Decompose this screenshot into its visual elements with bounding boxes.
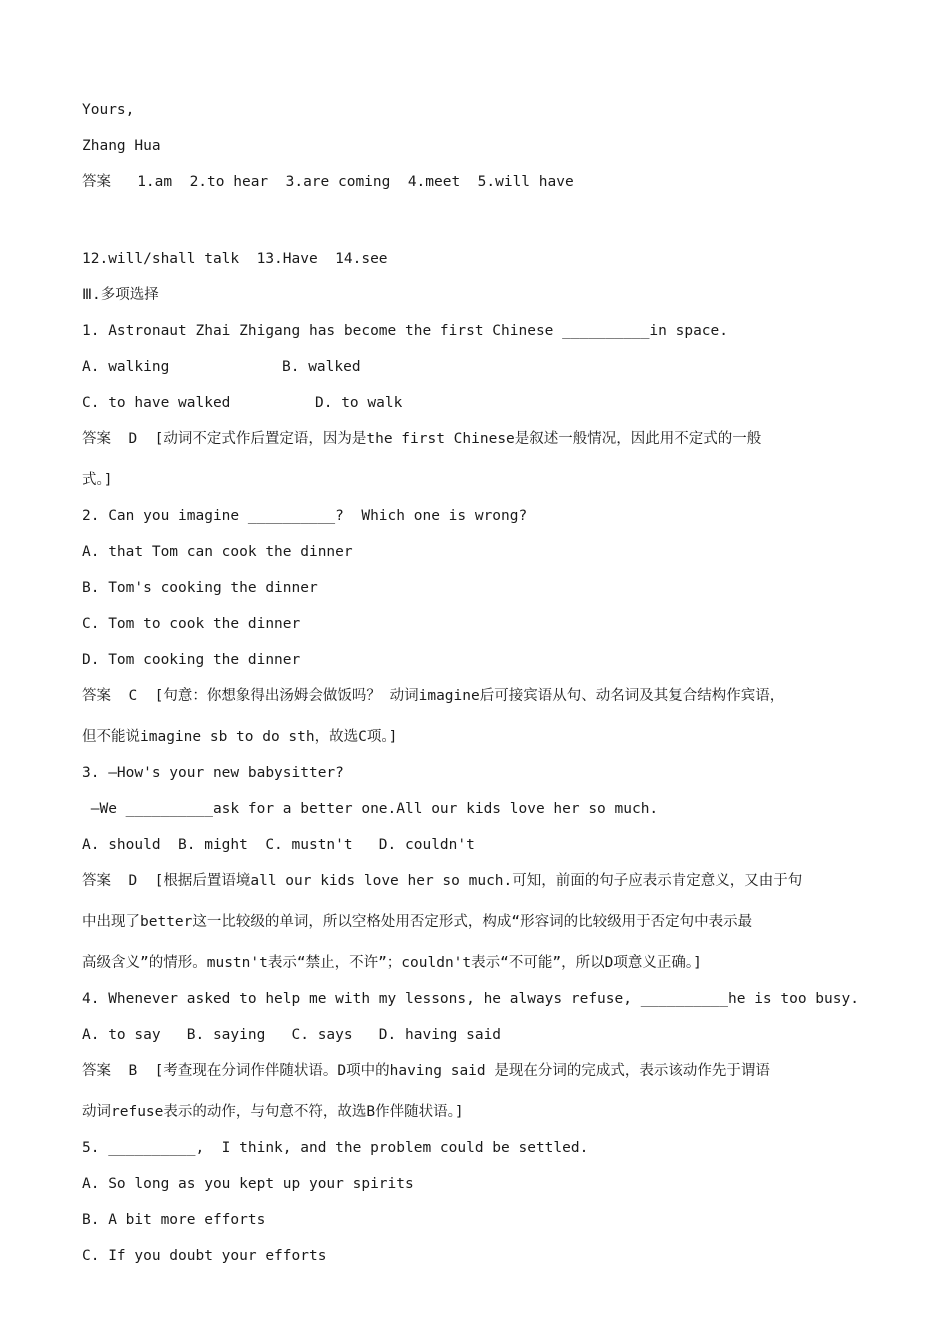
letter-signature: Zhang Hua	[82, 138, 161, 154]
option-row: A. to say B. saying C. says D. having said	[82, 1027, 502, 1043]
option-row	[82, 355, 882, 391]
answer-explanation: 答案 D [动词不定式作后置定语，因为是the first Chinese是叙述一般情况，因此用不定式的一般	[82, 431, 762, 447]
answer-line-2	[82, 206, 882, 247]
answer-explanation: 动词refuse表示的动作，与句意不符，故选B作伴随状语。]	[82, 1104, 464, 1120]
option: A. walking	[82, 359, 170, 375]
answer-explanation: 式。]	[82, 472, 113, 488]
question-stem-reply: —We __________ask for a better one.All our kids love her so much.	[82, 801, 659, 817]
option: C. Tom to cook the dinner	[82, 616, 301, 632]
answer-explanation: 中出现了better这一比较级的单词，所以空格处用否定形式，构成“形容词的比较级用于否定句中表示最	[82, 914, 753, 930]
option: B. A bit more efforts	[82, 1212, 266, 1228]
answer-label: 答案	[82, 174, 111, 190]
option-row	[82, 391, 882, 427]
question-stem: 5. __________, I think, and the problem could be settled.	[82, 1140, 589, 1156]
section-title: Ⅲ.多项选择	[82, 287, 159, 303]
option: D. to walk	[315, 395, 403, 411]
option: B. walked	[282, 359, 361, 375]
option: D. Tom cooking the dinner	[82, 652, 301, 668]
question-stem: 2. Can you imagine __________? Which one is wrong?	[82, 508, 528, 524]
answer-explanation: 高级含义”的情形。mustn't表示“禁止，不许”；couldn't表示“不可能”，所以D项意义正确。]	[82, 955, 702, 971]
option-row: A. should B. might C. mustn't D. couldn't	[82, 837, 475, 853]
answer-explanation: 但不能说imagine sb to do sth，故选C项。]	[82, 729, 398, 745]
option: A. that Tom can cook the dinner	[82, 544, 353, 560]
question-stem: 1. Astronaut Zhai Zhigang has become the first Chinese __________in space.	[82, 323, 729, 339]
question-stem: 4. Whenever asked to help me with my lessons, he always refuse, __________he is too busy.	[82, 991, 859, 1007]
answer-explanation: 答案 D [根据后置语境all our kids love her so much.可知，前面的句子应表示肯定意义，又由于句	[82, 873, 803, 889]
answer-explanation: 答案 B [考查现在分词作伴随状语。D项中的having said 是现在分词的完成式，表示该动作先于谓语	[82, 1063, 770, 1079]
answer-explanation: 答案 C [句意：你想象得出汤姆会做饭吗？ 动词imagine后可接宾语从句、动名词及其复合结构作宾语，	[82, 688, 785, 704]
option: C. to have walked	[82, 395, 231, 411]
answer-line-1	[82, 170, 882, 206]
option: A. So long as you kept up your spirits	[82, 1176, 414, 1192]
option: C. If you doubt your efforts	[82, 1248, 327, 1264]
document-page	[82, 98, 882, 1280]
answer-line-3: 12.will/shall talk 13.Have 14.see	[82, 251, 388, 267]
answer-text: 1.am 2.to hear 3.are coming 4.meet 5.will have	[137, 174, 574, 190]
question-stem: 3. —How's your new babysitter?	[82, 765, 344, 781]
option: B. Tom's cooking the dinner	[82, 580, 318, 596]
letter-closing: Yours,	[82, 102, 135, 118]
